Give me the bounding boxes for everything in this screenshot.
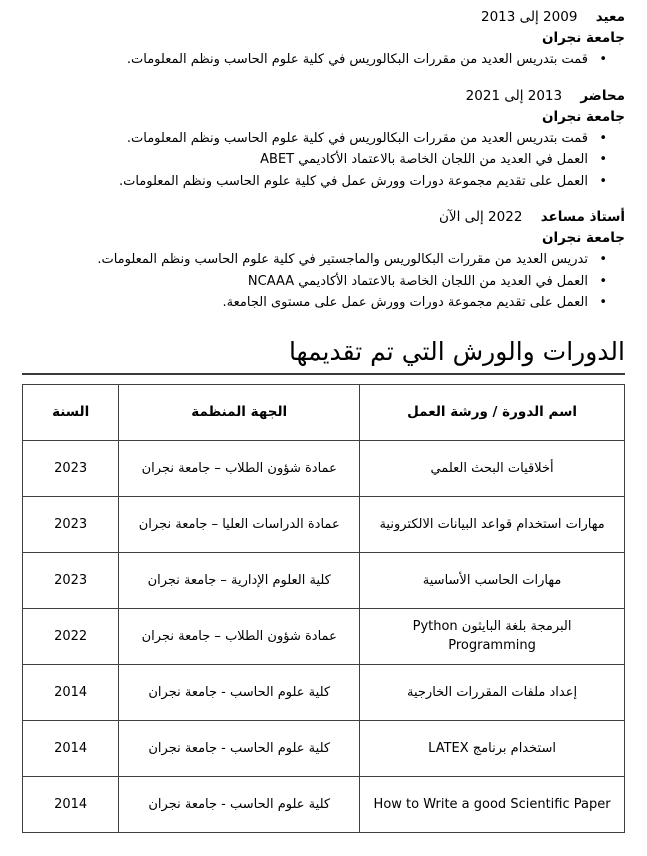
course-cell: مهارات الحاسب الأساسية [360,552,625,608]
course-cell: مهارات استخدام قواعد البيانات الالكترونية [360,496,625,552]
organizer-cell: كلية علوم الحاسب - جامعة نجران [119,720,360,776]
course-cell: إعداد ملفات المقررات الخارجية [360,664,625,720]
table-row [23,496,625,552]
role-period: 2013 إلى 2021 [465,87,563,104]
experience-bullet-list [22,128,625,193]
role-period: 2022 إلى الآن [438,209,523,225]
organization-name: جامعة نجران [541,30,625,46]
table-row [23,776,625,832]
course-cell: How to Write a good Scientific Paper [360,776,625,832]
year-cell: 2014 [23,776,119,832]
course-cell: استخدام برنامج LATEX [360,720,625,776]
year-cell: 2014 [23,664,119,720]
experience-bullet: • العمل على تقديم مجموعة دورات وورش عمل على مستوى الجامعة. [22,292,625,314]
experience-bullet: • العمل على تقديم مجموعة دورات وورش عمل في كلية علوم الحاسب ونظم المعلومات. [22,171,625,193]
organizer-cell: كلية العلوم الإدارية – جامعة نجران [119,552,360,608]
organization-name: جامعة نجران [541,230,625,246]
courses-table [22,384,625,833]
experience-title-line [22,7,625,28]
organizer-cell: عمادة الدراسات العليا – جامعة نجران [119,496,360,552]
table-header-course: اسم الدورة / ورشة العمل [360,384,625,440]
experience-entry-assistant-professor [22,207,625,314]
year-cell: 2023 [23,440,119,496]
role-period: 2009 إلى 2013 [480,9,578,25]
course-cell: أخلاقيات البحث العلمي [360,440,625,496]
experience-bullet-list [22,249,625,314]
course-cell: البرمجة بلغة البايثون Python Programming [360,608,625,664]
courses-section-heading: الدورات والورش التي تم تقديمها [22,335,625,375]
organizer-cell: عمادة شؤون الطلاب – جامعة نجران [119,440,360,496]
experience-bullet: • تدريس العديد من مقررات البكالوريس والماجستير في كلية علوم الحاسب ونظم المعلومات. [22,249,625,271]
organizer-cell: كلية علوم الحاسب - جامعة نجران [119,664,360,720]
table-row [23,720,625,776]
experience-bullet: • قمت بتدريس العديد من مقررات البكالوريس في كلية علوم الحاسب ونظم المعلومات. [22,49,625,71]
organizer-cell: كلية علوم الحاسب - جامعة نجران [119,776,360,832]
role-title: معيد [595,9,625,25]
table-header-row [23,384,625,440]
year-cell: 2023 [23,552,119,608]
role-title: أستاذ مساعد [540,209,625,225]
table-header-organizer: الجهة المنظمة [119,384,360,440]
experience-entry-teaching-assistant [22,7,625,71]
experience-title-line [22,207,625,228]
organization-name: جامعة نجران [541,108,625,125]
table-row [23,664,625,720]
table-header-year: السنة [23,384,119,440]
experience-entry-lecturer [22,86,625,193]
experience-title-line [22,86,625,107]
experience-bullet: • قمت بتدريس العديد من مقررات البكالوريس في كلية علوم الحاسب ونظم المعلومات. [22,128,625,150]
experience-bullet-list [22,49,625,71]
year-cell: 2022 [23,608,119,664]
experience-bullet: • العمل في العديد من اللجان الخاصة بالاعتماد الأكاديمي NCAAA [22,271,625,293]
year-cell: 2014 [23,720,119,776]
table-row [23,440,625,496]
organizer-cell: عمادة شؤون الطلاب – جامعة نجران [119,608,360,664]
year-cell: 2023 [23,496,119,552]
experience-bullet: • العمل في العديد من اللجان الخاصة بالاعتماد الأكاديمي ABET [22,149,625,171]
table-row [23,552,625,608]
table-row [23,608,625,664]
role-title: محاضر [580,87,625,104]
